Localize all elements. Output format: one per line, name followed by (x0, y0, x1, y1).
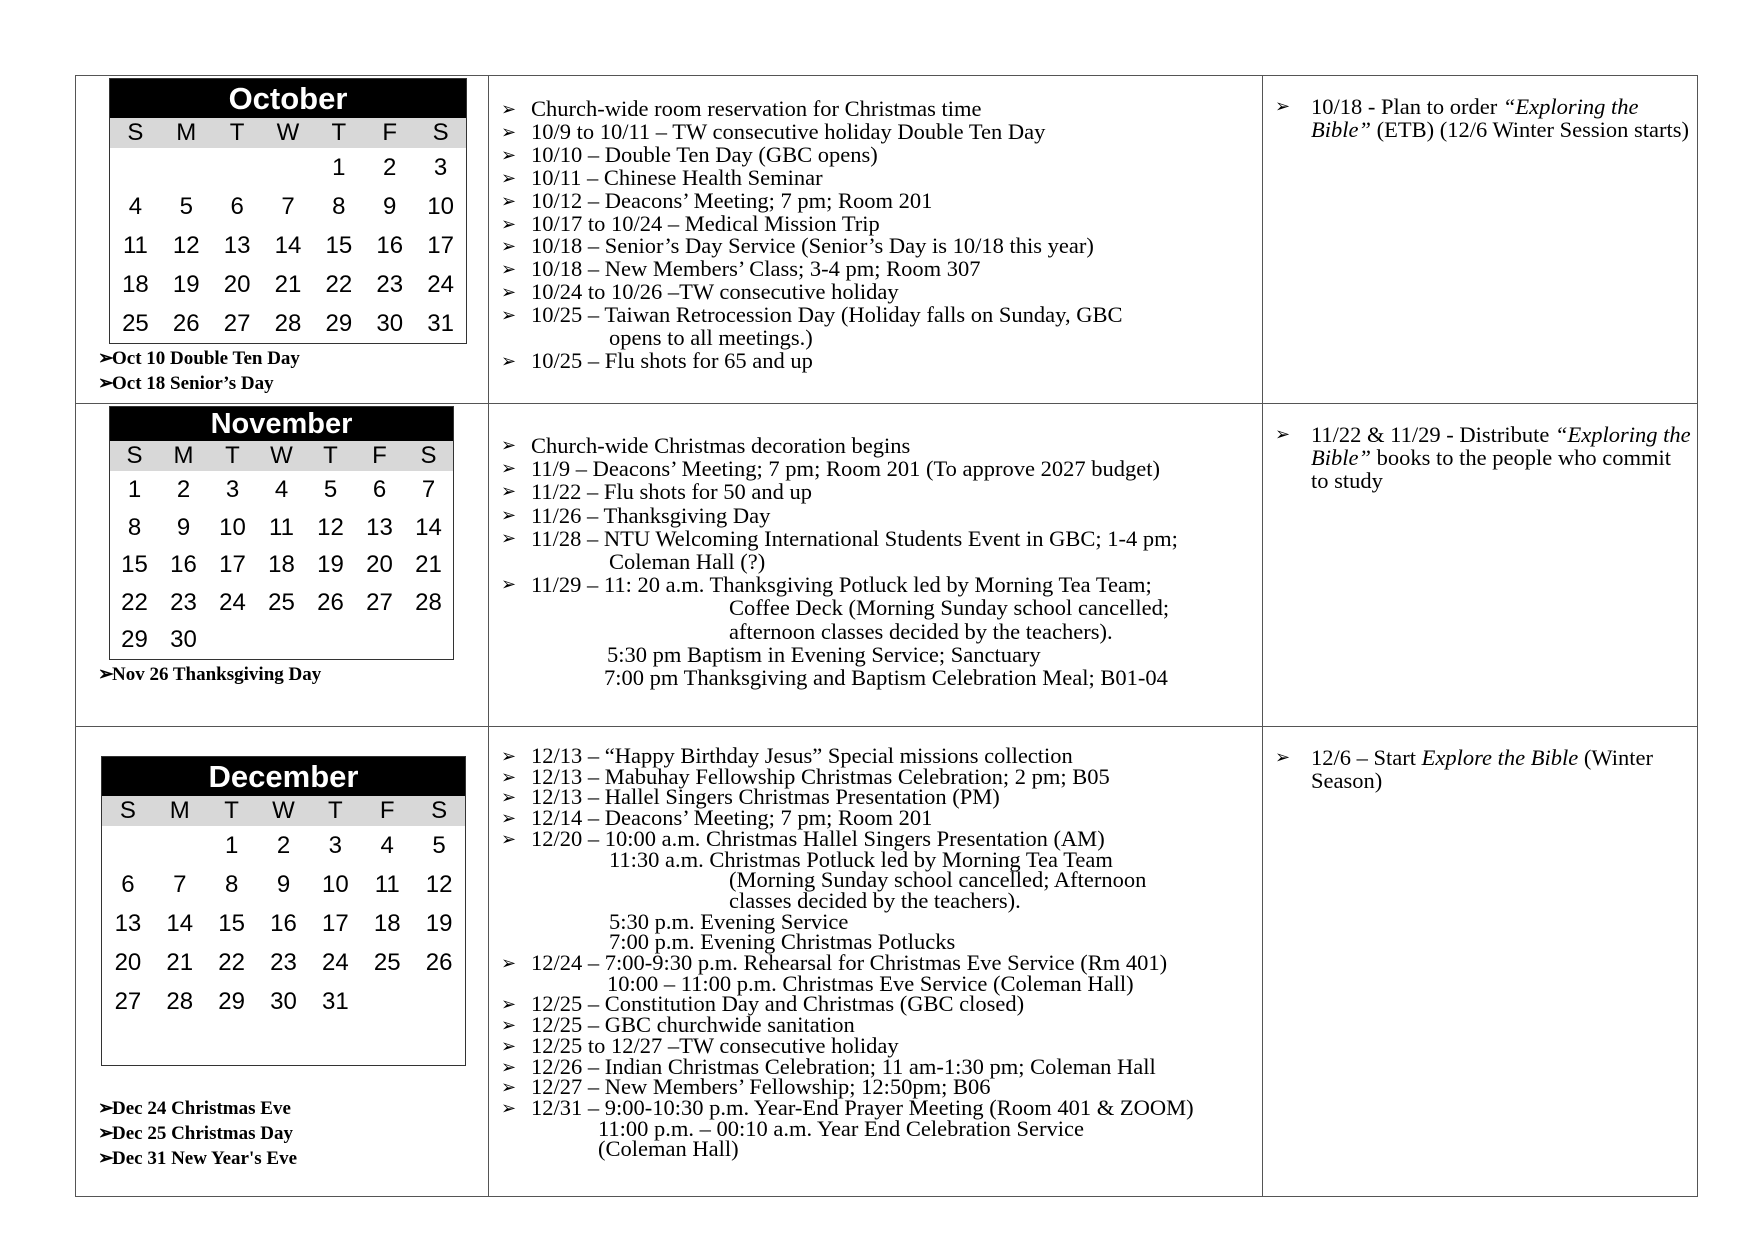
bullet-arrow-icon: ➢ (98, 1123, 114, 1144)
bullet-arrow-icon: ➢ (501, 167, 517, 188)
note-emphasis: “Exploring the Bible” (1311, 422, 1691, 470)
day-cell: 1 (332, 154, 346, 181)
bullet-arrow-icon: ➢ (501, 1077, 517, 1098)
bullet-arrow-icon: ➢ (501, 808, 517, 829)
day-cell: 11 (374, 871, 400, 898)
bullet-arrow-icon: ➢ (98, 348, 114, 369)
event-text: 12/14 – Deacons’ Meeting; 7 pm; Room 201 (531, 805, 933, 831)
holiday-item (76, 371, 488, 396)
october-calendar (109, 78, 467, 344)
bullet-arrow-icon: ➢ (501, 828, 517, 849)
day-cell: 27 (114, 988, 142, 1015)
bullet-arrow-icon: ➢ (501, 350, 517, 371)
bullet-arrow-icon: ➢ (1275, 747, 1291, 767)
event-item (489, 825, 1262, 955)
event-text: 10/25 – Taiwan Retrocession Day (Holiday falls on Sunday, GBC (531, 302, 1123, 328)
event-text: 12/25 to 12/27 –TW consecutive holiday (531, 1032, 899, 1058)
month-title: November (110, 407, 453, 441)
day-cell: 15 (325, 232, 353, 259)
day-cell: 22 (121, 588, 148, 616)
event-text: 10/9 to 10/11 – TW consecutive holiday Double Ten Day (531, 118, 1046, 144)
note-emphasis: Explore the Bible (1421, 745, 1579, 770)
event-continuation: 7:00 pm Thanksgiving and Baptism Celebration Meal; B01-04 (604, 665, 1168, 691)
day-cell: 30 (376, 310, 404, 337)
december-notes (1263, 746, 1697, 792)
day-cell: 17 (219, 551, 246, 578)
day-cell: 7 (421, 476, 436, 503)
day-cell: 11 (122, 232, 148, 259)
day-cell: 31 (427, 310, 454, 337)
day-cell: 23 (270, 949, 297, 976)
note-item (1263, 423, 1697, 492)
day-cell: 7 (173, 871, 187, 898)
bullet-arrow-icon: ➢ (501, 144, 517, 165)
bullet-arrow-icon: ➢ (501, 236, 517, 257)
day-cell: 18 (268, 551, 295, 578)
day-cell: 20 (223, 271, 251, 298)
weekday-label: S (127, 119, 144, 146)
event-item (489, 141, 1262, 167)
day-cell: 13 (114, 910, 142, 937)
october-notes (1263, 95, 1697, 141)
event-item (489, 347, 1262, 373)
bullet-arrow-icon: ➢ (98, 1098, 114, 1119)
december-calendar (101, 756, 466, 1066)
october-row (76, 76, 1698, 404)
day-cell: 17 (427, 232, 454, 259)
day-cell: 25 (373, 949, 401, 976)
bullet-arrow-icon: ➢ (501, 766, 517, 787)
day-cell: 9 (383, 193, 397, 220)
day-cell: 4 (274, 476, 289, 503)
december-row (76, 727, 1698, 1197)
day-cell: 3 (225, 476, 240, 503)
november-row (76, 404, 1698, 727)
day-cell: 18 (373, 910, 401, 937)
day-grid (110, 148, 466, 343)
day-cell: 26 (172, 310, 200, 337)
holiday-text: Dec 25 Christmas Day (112, 1123, 294, 1144)
november-calendar-cell (76, 404, 489, 727)
weekday-label: M (173, 442, 194, 469)
day-cell: 19 (317, 551, 344, 578)
day-cell: 20 (366, 551, 393, 578)
event-continuation: 11:00 p.m. – 00:10 a.m. Year End Celebration Service (598, 1115, 1084, 1141)
day-cell: 1 (127, 476, 142, 503)
day-grid (102, 826, 465, 1021)
day-cell: 15 (218, 910, 245, 937)
event-continuation: classes decided by the teachers). (729, 887, 1021, 913)
note-text: (Winter Season) (1311, 745, 1653, 793)
day-cell (161, 148, 212, 187)
day-cell: 17 (322, 910, 349, 937)
day-cell: 30 (170, 626, 197, 653)
bullet-arrow-icon: ➢ (501, 574, 517, 595)
bullet-arrow-icon: ➢ (501, 504, 517, 525)
day-cell: 2 (176, 476, 191, 503)
day-cell: 7 (281, 193, 295, 220)
day-cell: 16 (170, 551, 197, 578)
weekday-label: M (176, 119, 197, 146)
calendar-table (75, 75, 1698, 1197)
day-cell: 27 (366, 588, 393, 616)
event-text: 11/28 – NTU Welcoming International Students Event in GBC; 1-4 pm; (531, 525, 1178, 551)
event-item (489, 1094, 1262, 1162)
bullet-arrow-icon: ➢ (501, 259, 517, 280)
day-cell (154, 826, 206, 865)
day-cell: 14 (166, 910, 194, 937)
event-text: 12/13 – “Happy Birthday Jesus” Special missions collection (531, 743, 1073, 768)
november-notes (1263, 423, 1697, 492)
day-cell: 23 (170, 588, 197, 616)
bullet-arrow-icon: ➢ (501, 305, 517, 326)
event-text: 10/17 to 10/24 – Medical Mission Trip (531, 210, 880, 236)
day-cell: 8 (224, 871, 239, 898)
december-calendar-cell (76, 727, 489, 1197)
day-cell: 10 (427, 193, 454, 220)
weekday-label: F (372, 442, 387, 469)
bullet-arrow-icon: ➢ (501, 527, 517, 548)
bullet-arrow-icon: ➢ (501, 1035, 517, 1056)
event-continuation: (Coleman Hall) (598, 1136, 739, 1162)
day-cell: 19 (425, 910, 453, 937)
weekday-label: W (276, 119, 300, 146)
note-emphasis: “Exploring the Bible” (1311, 94, 1639, 142)
november-notes-cell (1263, 404, 1698, 727)
day-cell: 22 (218, 949, 245, 976)
weekday-label: T (229, 119, 245, 146)
day-cell: 12 (317, 513, 344, 541)
holiday-item (76, 1146, 488, 1171)
event-item (489, 281, 1262, 304)
day-cell: 10 (219, 513, 246, 541)
note-text: 12/6 – Start (1311, 745, 1422, 770)
day-cell: 22 (325, 271, 353, 298)
event-text: 11/26 – Thanksgiving Day (531, 502, 771, 528)
day-cell: 16 (270, 910, 297, 937)
event-text: 12/26 – Indian Christmas Celebration; 11 am-1:30 pm; Coleman Hall (531, 1053, 1156, 1079)
note-item (1263, 95, 1697, 141)
day-cell: 4 (128, 193, 143, 220)
day-cell: 9 (176, 513, 191, 541)
event-continuation: 10:00 – 11:00 p.m. Christmas Eve Service (Coleman Hall) (607, 970, 1134, 996)
day-cell: 19 (172, 271, 200, 298)
event-continuation: Coffee Deck (Morning Sunday school cancelled; (729, 595, 1170, 621)
event-text: 12/27 – New Members’ Fellowship; 12:50pm; B06 (531, 1074, 991, 1100)
event-item (489, 235, 1262, 258)
event-item (489, 504, 1262, 527)
day-cell: 28 (166, 988, 194, 1015)
day-cell: 21 (274, 271, 302, 298)
event-item (489, 573, 1262, 689)
event-continuation: 5:30 pm Baptism in Evening Service; Sanctuary (607, 641, 1041, 667)
bullet-arrow-icon: ➢ (501, 1097, 517, 1118)
event-item (489, 187, 1262, 213)
event-text: 11/22 – Flu shots for 50 and up (531, 479, 813, 505)
event-text: 10/18 – New Members’ Class; 3-4 pm; Room 307 (531, 256, 981, 282)
day-cell: 14 (274, 232, 302, 259)
day-cell: 6 (121, 871, 135, 898)
day-cell: 26 (317, 588, 344, 616)
day-cell: 15 (121, 551, 148, 578)
october-notes-cell (1263, 76, 1698, 404)
weekday-label: F (382, 119, 398, 146)
day-cell: 14 (415, 513, 442, 541)
day-cell (263, 148, 314, 187)
december-events (489, 743, 1262, 1162)
day-cell: 2 (383, 154, 397, 181)
day-cell: 29 (325, 310, 353, 337)
day-cell: 24 (219, 588, 246, 616)
day-cell: 6 (230, 193, 244, 220)
day-cell: 16 (376, 232, 404, 259)
day-cell: 10 (322, 871, 349, 898)
bullet-arrow-icon: ➢ (501, 787, 517, 808)
december-holidays (76, 1096, 488, 1171)
weekday-label: S (431, 797, 448, 824)
event-item (489, 210, 1262, 236)
event-text: 10/24 to 10/26 –TW consecutive holiday (531, 279, 899, 305)
day-cell: 21 (166, 949, 194, 976)
bullet-arrow-icon: ➢ (501, 1056, 517, 1077)
holiday-text: Oct 10 Double Ten Day (112, 348, 300, 369)
day-cell: 4 (380, 832, 394, 859)
day-cell: 8 (332, 193, 346, 220)
day-cell: 11 (269, 513, 294, 541)
bullet-arrow-icon: ➢ (98, 663, 114, 685)
event-text: 12/13 – Mabuhay Fellowship Christmas Celebration; 2 pm; B05 (531, 763, 1110, 789)
bullet-arrow-icon: ➢ (501, 99, 517, 119)
event-item (489, 304, 1262, 350)
event-text: 10/10 – Double Ten Day (GBC opens) (531, 141, 878, 167)
day-cell: 28 (415, 588, 442, 616)
day-cell (110, 148, 161, 187)
bullet-arrow-icon: ➢ (501, 282, 517, 303)
weekday-header (110, 118, 466, 148)
weekday-label: T (331, 119, 347, 146)
event-item (489, 457, 1262, 480)
november-events-cell (489, 404, 1263, 727)
event-text: 10/25 – Flu shots for 65 and up (531, 347, 813, 373)
weekday-label: S (432, 119, 449, 146)
november-holidays (76, 662, 488, 687)
weekday-label: T (323, 442, 338, 469)
day-cell: 9 (276, 871, 291, 898)
holiday-item (76, 346, 488, 371)
day-cell: 29 (218, 988, 245, 1015)
event-continuation: opens to all meetings.) (609, 325, 813, 351)
november-events (489, 434, 1262, 689)
weekday-header (102, 796, 465, 826)
day-cell (212, 148, 263, 187)
bullet-arrow-icon: ➢ (501, 121, 517, 142)
day-cell: 5 (432, 832, 446, 859)
weekday-label: T (225, 442, 240, 469)
event-text: 10/12 – Deacons’ Meeting; 7 pm; Room 201 (531, 187, 933, 213)
weekday-header (110, 441, 453, 471)
holiday-text: Nov 26 Thanksgiving Day (112, 663, 322, 685)
day-cell: 26 (425, 949, 453, 976)
day-cell: 5 (179, 193, 193, 220)
holiday-text: Dec 24 Christmas Eve (112, 1098, 291, 1119)
day-cell: 27 (223, 310, 251, 337)
bullet-arrow-icon: ➢ (1275, 96, 1291, 116)
event-text: Church-wide Christmas decoration begins (531, 433, 911, 458)
day-cell: 6 (372, 476, 387, 503)
bullet-arrow-icon: ➢ (501, 1015, 517, 1036)
october-holidays (76, 346, 488, 396)
day-cell: 23 (376, 271, 404, 298)
event-text: 12/31 – 9:00-10:30 p.m. Year-End Prayer Meeting (Room 401 & ZOOM) (531, 1094, 1194, 1120)
event-text: 12/25 – GBC churchwide sanitation (531, 1012, 855, 1038)
event-text: 12/20 – 10:00 a.m. Christmas Hallel Singers Presentation (AM) (531, 825, 1105, 851)
bullet-arrow-icon: ➢ (501, 213, 517, 234)
event-continuation: (Morning Sunday school cancelled; Afternoon (729, 867, 1147, 893)
day-cell: 30 (270, 988, 297, 1015)
november-calendar (109, 406, 454, 660)
day-cell: 25 (268, 588, 295, 616)
month-title: December (102, 757, 465, 796)
weekday-label: T (224, 797, 239, 824)
event-continuation: 11:30 a.m. Christmas Potluck led by Morning Tea Team (609, 846, 1113, 872)
day-cell: 3 (328, 832, 343, 859)
day-cell: 13 (366, 513, 393, 541)
day-grid (110, 471, 453, 659)
day-cell: 8 (127, 513, 142, 541)
october-events (489, 98, 1262, 373)
holiday-item (76, 662, 488, 687)
day-cell: 20 (114, 949, 142, 976)
day-cell: 5 (323, 476, 338, 503)
weekday-label: S (126, 442, 143, 469)
day-cell: 13 (223, 232, 251, 259)
event-item (489, 434, 1262, 457)
day-cell: 3 (433, 154, 448, 181)
event-item (489, 480, 1262, 503)
holiday-item (76, 1096, 488, 1121)
note-text: books to the people who commit to study (1311, 445, 1671, 493)
event-continuation: Coleman Hall (?) (609, 549, 766, 575)
event-text: 12/25 – Constitution Day and Christmas (GBC closed) (531, 991, 1025, 1017)
bullet-arrow-icon: ➢ (1275, 424, 1291, 444)
holiday-text: Dec 31 New Year's Eve (112, 1148, 298, 1169)
event-item (489, 118, 1262, 144)
bullet-arrow-icon: ➢ (501, 435, 517, 455)
bullet-arrow-icon: ➢ (501, 190, 517, 211)
bullet-arrow-icon: ➢ (501, 481, 517, 502)
holiday-item (76, 1121, 488, 1146)
event-continuation: 7:00 p.m. Evening Christmas Potlucks (609, 929, 956, 955)
holiday-text: Oct 18 Senior’s Day (112, 373, 274, 394)
day-cell: 18 (122, 271, 149, 298)
day-cell: 25 (122, 310, 149, 337)
december-notes-cell (1263, 727, 1698, 1197)
bullet-arrow-icon: ➢ (98, 373, 114, 394)
event-item (489, 164, 1262, 190)
day-cell: 24 (427, 271, 454, 298)
event-item (489, 258, 1262, 281)
event-text: Church-wide room reservation for Christmas time (531, 96, 982, 121)
bullet-arrow-icon: ➢ (501, 458, 517, 479)
weekday-label: S (119, 797, 136, 824)
event-text: 12/24 – 7:00-9:30 p.m. Rehearsal for Christmas Eve Service (Rm 401) (531, 950, 1168, 976)
day-cell: 1 (224, 832, 239, 859)
month-title: October (110, 79, 466, 118)
bullet-arrow-icon: ➢ (501, 953, 517, 974)
day-cell (102, 826, 154, 865)
day-cell: 2 (276, 832, 291, 859)
october-events-cell (489, 76, 1263, 404)
weekday-label: S (420, 442, 437, 469)
weekday-label: W (272, 797, 295, 824)
event-text: 10/11 – Chinese Health Seminar (531, 164, 823, 190)
note-item (1263, 746, 1697, 792)
bullet-arrow-icon: ➢ (501, 994, 517, 1015)
event-text: 11/29 – 11: 20 a.m. Thanksgiving Potluck led by Morning Tea Team; (531, 572, 1152, 598)
event-continuation: afternoon classes decided by the teachers). (729, 618, 1113, 644)
weekday-label: F (379, 797, 395, 824)
day-cell: 31 (322, 988, 349, 1015)
december-events-cell (489, 727, 1263, 1197)
event-text: 10/18 – Senior’s Day Service (Senior’s Day is 10/18 this year) (531, 233, 1094, 259)
event-text: 11/9 – Deacons’ Meeting; 7 pm; Room 201 (To approve 2027 budget) (531, 456, 1160, 482)
bullet-arrow-icon: ➢ (98, 1148, 114, 1169)
note-text: 11/22 & 11/29 - Distribute (1311, 422, 1555, 447)
day-cell: 12 (425, 871, 453, 898)
note-text: (ETB) (12/6 Winter Session starts) (1371, 117, 1690, 142)
bullet-arrow-icon: ➢ (501, 746, 517, 766)
weekday-label: T (328, 797, 343, 824)
day-cell: 21 (415, 551, 442, 578)
note-text: 10/18 - Plan to order (1311, 94, 1503, 119)
event-item (489, 950, 1262, 996)
day-cell: 24 (322, 949, 349, 976)
event-text: 12/13 – Hallel Singers Christmas Presentation (PM) (531, 784, 1000, 810)
event-item (489, 527, 1262, 573)
day-cell: 29 (121, 626, 148, 653)
weekday-label: W (270, 442, 293, 469)
event-item (489, 98, 1262, 121)
weekday-label: M (169, 797, 190, 824)
event-continuation: 5:30 p.m. Evening Service (609, 908, 849, 934)
day-cell: 12 (172, 232, 200, 259)
day-cell: 28 (274, 310, 302, 337)
october-calendar-cell (76, 76, 489, 404)
